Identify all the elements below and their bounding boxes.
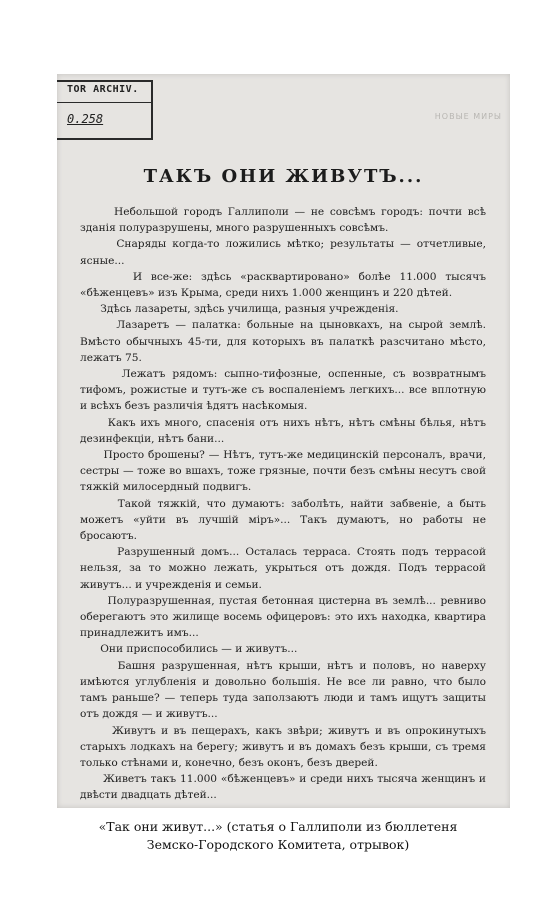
paragraph: Они приспособились — и живутъ... [80, 643, 298, 656]
faint-bleed-text: НОВЫЕ МИРЫ [434, 112, 502, 121]
archive-stamp [57, 80, 153, 140]
paragraph: Здѣсь лазареты, здѣсь училища, разныя учрежденія. [80, 303, 399, 316]
figure-caption [0, 818, 556, 854]
stamp-line-1: TOR ARCHIV. [67, 84, 139, 95]
article-title: ТАКЪ ОНИ ЖИВУТЪ... [143, 166, 424, 187]
paragraph: Лазаретъ — палатка: больные на цыновкахъ, на сырой землѣ. Вмѣсто обычныхъ 45-ти, для которыхъ въ палаткѣ разсчитано мѣсто, лежатъ 75. [80, 319, 490, 364]
stamp-line-2: 0.258 [67, 112, 104, 126]
paragraph: Такой тяжкій, что думаютъ: заболѣть, найти забвеніе, а быть можетъ «уйти въ лучшій міръ»... Такъ думаютъ, но работы не бросаютъ. [80, 497, 490, 543]
caption-line-1: «Так они живут...» (статья о Галлиполи из бюллетеня [98, 819, 458, 834]
paragraph: Лежатъ рядомъ: сыпно-тифозные, оспенные, съ возвратнымъ тифомъ, рожистые и тутъ-же съ воспаленіемъ легкихъ... все вплотную и всѣхъ безъ различія ѣдятъ насѣкомыя. [80, 368, 490, 413]
paragraph: Какъ ихъ много, спасенія отъ нихъ нѣтъ, нѣтъ смѣны бѣлья, нѣтъ дезинфекціи, нѣтъ бани... [80, 416, 490, 445]
paragraph: Башня разрушенная, нѣтъ крыши, нѣтъ и половъ, но наверху имѣются углубленія и довольно большія. Не все ли равно, что было тамъ раньше? — теперь туда заползаютъ люди и тамъ ищутъ защиты отъ дождя — и живутъ... [80, 659, 490, 721]
paragraph: Полуразрушенная, пустая бетонная цистерна въ землѣ... ревниво оберегаютъ это жилище восемь офицеровъ: это ихъ находка, квартира принадлежитъ имъ... [80, 594, 490, 640]
paragraph: Живутъ и въ пещерахъ, какъ звѣри; живутъ и въ опрокинутыхъ старыхъ лодкахъ на берегу; живутъ и въ домахъ безъ крыши, съ тремя только стѣнами и, конечно, безъ оконъ, безъ дверей. [80, 724, 490, 769]
paragraph: Разрушенный домъ... Осталась терраса. Стоять подъ террасой нельзя, за то можно лежать, укрыться отъ дождя. Подъ террасой живутъ... и учрежденія и семьи. [80, 546, 490, 591]
paragraph: Просто брошены? — Нѣтъ, тутъ-же медицинскій персоналъ, врачи, сестры — тоже во вшахъ, тоже грязные, почти безъ смѣны несутъ свой тяжкій милосердный подвигъ. [80, 449, 490, 494]
paragraph: Снаряды когда-то ложились мѣтко; результаты — отчетливые, ясные... [80, 238, 490, 267]
article-body [80, 204, 490, 804]
stamp-divider [57, 102, 151, 103]
paragraph: И все-же: здѣсь «расквартировано» болѣе 11.000 тысячъ «бѣженцевъ» изъ Крыма, среди нихъ 1.000 женщинъ и 220 дѣтей. [80, 270, 490, 300]
paragraph: Живетъ такъ 11.000 «бѣженцевъ» и среди нихъ тысяча женщинъ и двѣсти двадцать дѣтей... [80, 773, 490, 802]
document-scan [57, 74, 510, 808]
paragraph: Небольшой городъ Галлиполи — не совсѣмъ городъ: почти всѣ зданія полуразрушены, много разрушенныхъ совсѣмъ. [80, 206, 490, 235]
caption-line-2: Земско-Городского Комитета, отрывок) [146, 837, 410, 852]
